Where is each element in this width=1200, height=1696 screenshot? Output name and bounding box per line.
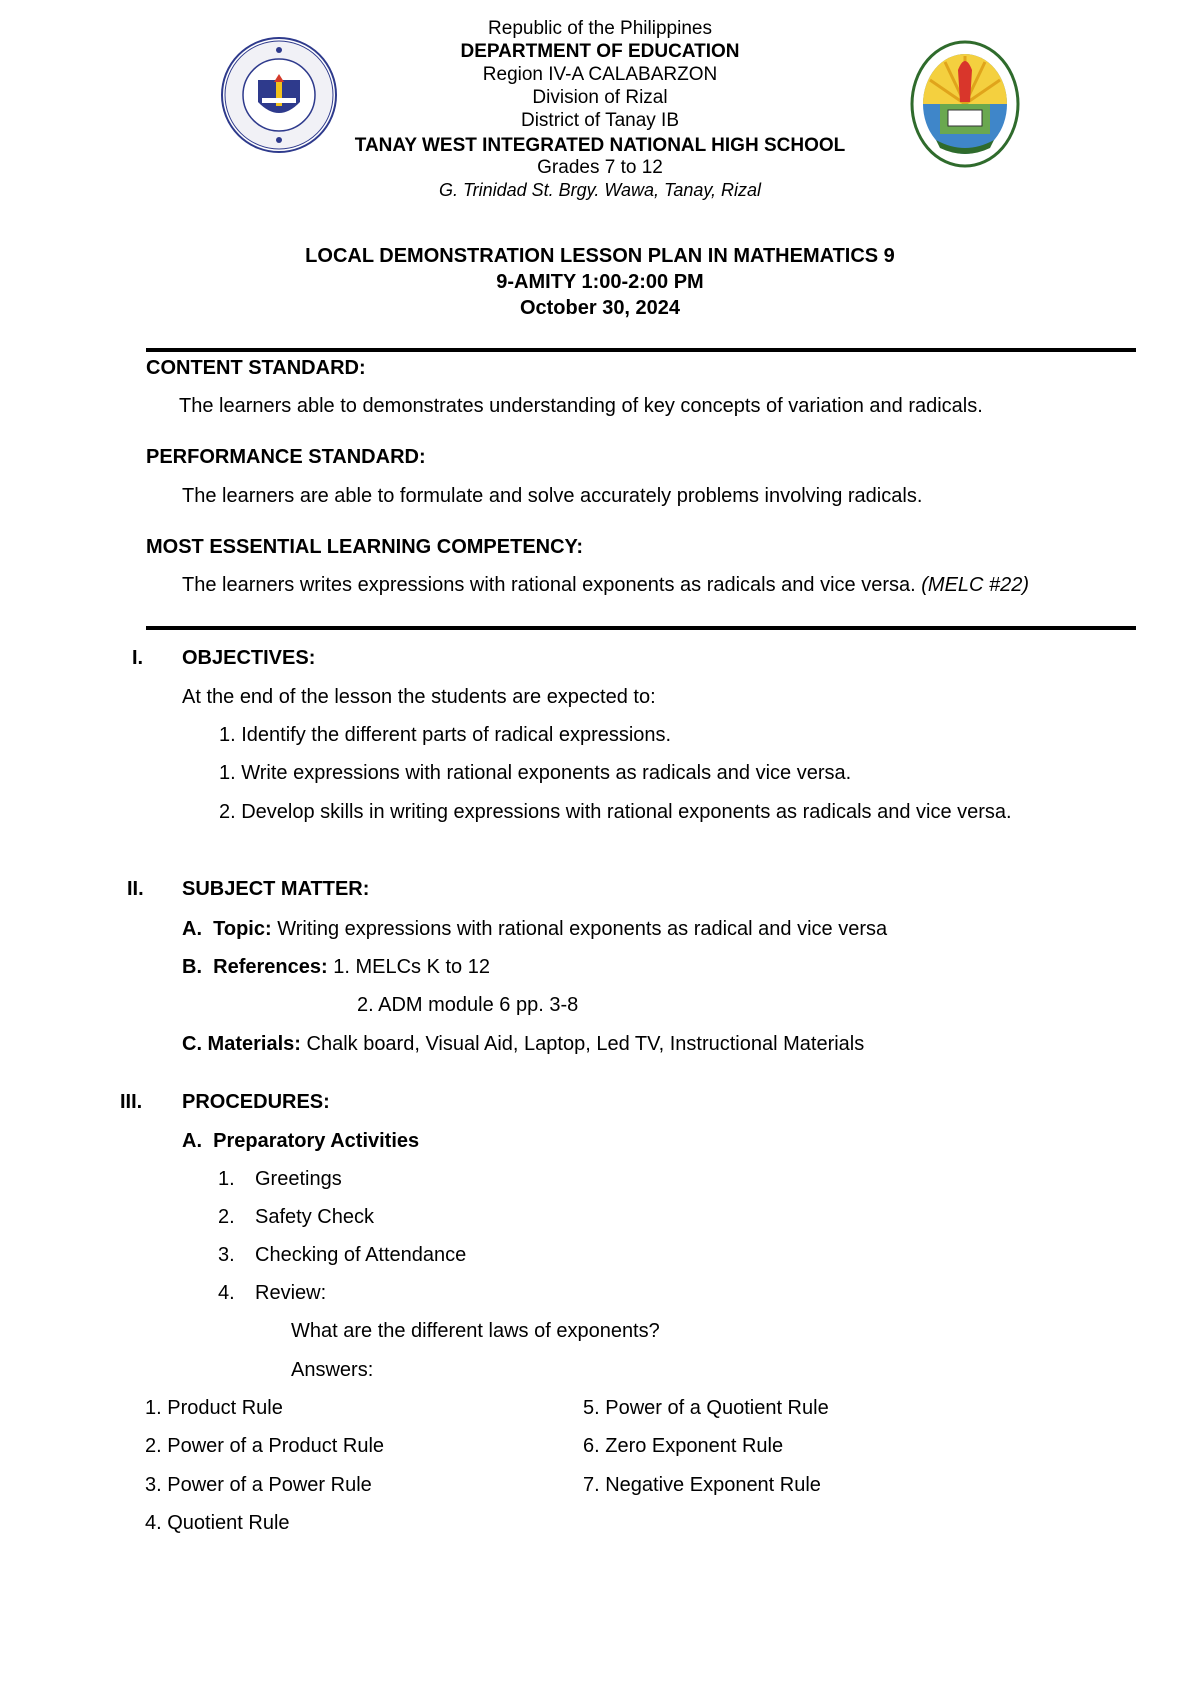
preparatory-activities-line [182,1130,419,1153]
header-grades: Grades 7 to 12 [537,157,663,178]
topic-label: Topic: [213,918,272,940]
content-standard-heading: CONTENT STANDARD: [146,357,366,379]
header-department: DEPARTMENT OF EDUCATION [460,41,740,62]
melc-reference: (MELC #22) [921,574,1030,596]
performance-standard-heading: PERFORMANCE STANDARD: [146,446,426,468]
answer-item: 4. Quotient Rule [145,1512,290,1534]
objective-item: 2. Develop skills in writing expressions with rational exponents as radicals and vice versa. [219,801,1012,823]
melc-text [182,574,1029,597]
doc-title: LOCAL DEMONSTRATION LESSON PLAN IN MATHEMATICS 9 [305,245,895,267]
procedures-heading: PROCEDURES: [182,1091,330,1113]
performance-standard-text: The learners are able to formulate and solve accurately problems involving radicals. [182,485,923,507]
materials-label: C. Materials: [182,1033,301,1055]
reference-item: 2. ADM module 6 pp. 3-8 [357,994,579,1016]
header-address: G. Trinidad St. Brgy. Wawa, Tanay, Rizal [438,180,762,200]
content-standard-text: The learners able to demonstrates understanding of key concepts of variation and radicals. [179,395,983,417]
step-text: Greetings [255,1168,342,1190]
header-republic: Republic of the Philippines [488,18,712,39]
header-district: District of Tanay IB [520,110,680,131]
objective-item: 1. Write expressions with rational exponents as radicals and vice versa. [219,762,852,784]
review-question: What are the different laws of exponents? [291,1320,660,1342]
topic-line [182,918,887,941]
melc-heading: MOST ESSENTIAL LEARNING COMPETENCY: [146,536,584,558]
step-number: 3. [218,1244,235,1266]
preparatory-marker: A. [182,1130,202,1152]
reference-item: 1. MELCs K to 12 [333,956,490,978]
header-school-name: TANAY WEST INTEGRATED NATIONAL HIGH SCHOOL [354,135,846,156]
header-division: Division of Rizal [532,87,668,108]
references-marker: B. [182,956,202,978]
subject-matter-heading: SUBJECT MATTER: [182,878,370,900]
step-number: 4. [218,1282,235,1304]
answer-item: 3. Power of a Power Rule [145,1474,372,1496]
step-number: 2. [218,1206,235,1228]
step-text: Review: [255,1282,327,1304]
references-label: References: [213,956,328,978]
topic-text: Writing expressions with rational exponents as radical and vice versa [277,918,888,940]
preparatory-heading: Preparatory Activities [213,1130,420,1152]
references-line [182,956,490,979]
answer-item: 1. Product Rule [145,1397,283,1419]
answer-item: 6. Zero Exponent Rule [583,1435,784,1457]
answer-item: 2. Power of a Product Rule [145,1435,385,1457]
answers-label: Answers: [291,1359,374,1381]
topic-marker: A. [182,918,202,940]
step-text: Safety Check [255,1206,374,1228]
doc-class-schedule: 9-AMITY 1:00-2:00 PM [496,271,704,293]
section-divider-top [146,348,1136,352]
melc-statement: The learners writes expressions with rational exponents as radicals and vice versa. [182,574,916,596]
step-text: Checking of Attendance [255,1244,467,1266]
objectives-intro: At the end of the lesson the students are expected to: [182,686,656,708]
answer-item: 7. Negative Exponent Rule [583,1474,821,1496]
objectives-numeral: I. [132,647,144,669]
materials-line [182,1033,864,1056]
subject-matter-numeral: II. [127,878,144,900]
materials-text: Chalk board, Visual Aid, Laptop, Led TV, Instructional Materials [306,1033,865,1055]
procedures-numeral: III. [120,1091,143,1113]
doc-date: October 30, 2024 [519,297,681,319]
answer-item: 5. Power of a Quotient Rule [583,1397,829,1419]
section-divider-bottom [146,626,1136,630]
objective-item: 1. Identify the different parts of radical expressions. [219,724,672,746]
step-number: 1. [218,1168,235,1190]
objectives-heading: OBJECTIVES: [182,647,316,669]
header-region: Region IV-A CALABARZON [482,64,718,85]
